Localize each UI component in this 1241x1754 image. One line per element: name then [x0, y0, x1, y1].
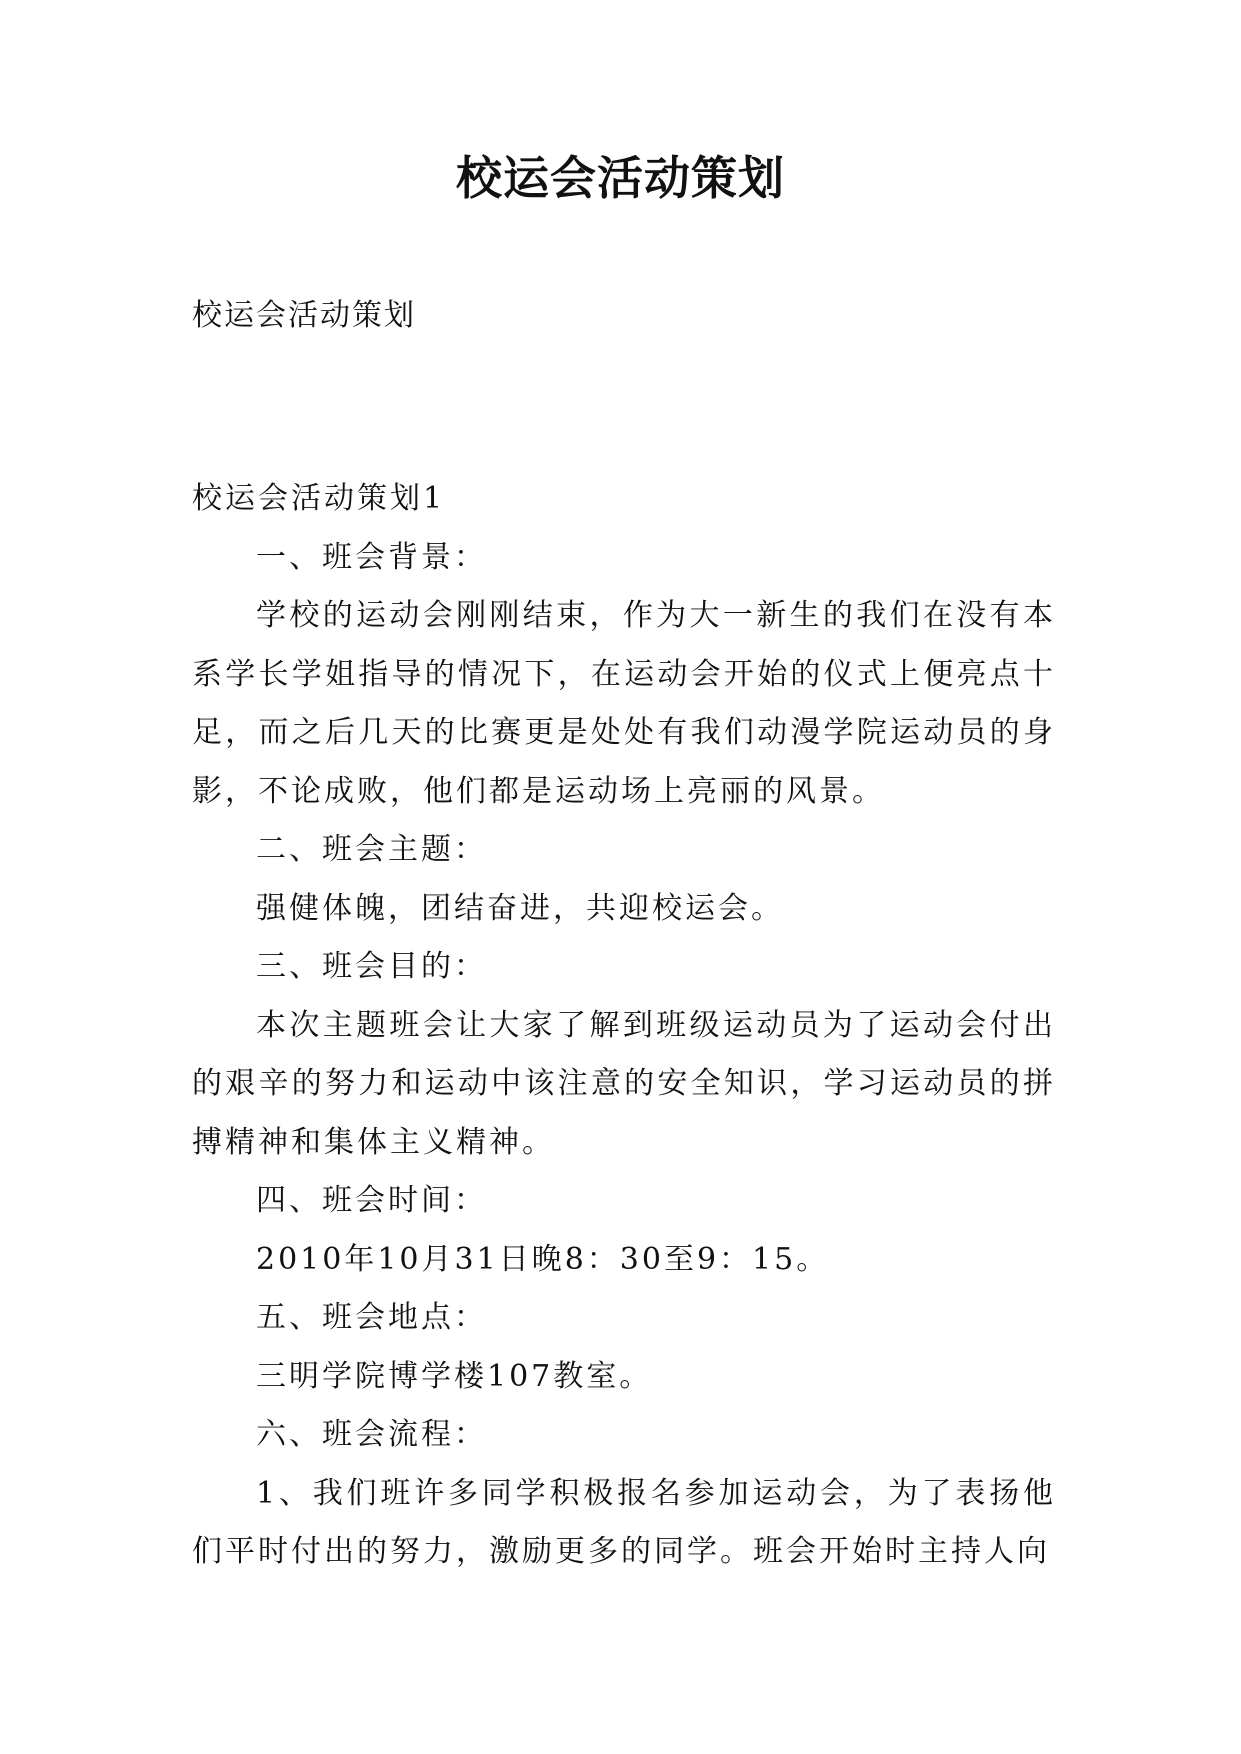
- section-heading-background: 一、班会背景：: [256, 539, 487, 575]
- section-heading-purpose: 三、班会目的：: [256, 949, 487, 984]
- section-heading-location: 五、班会地点：: [256, 1300, 487, 1335]
- paragraph-process-1: 1、我们班许多同学积极报名参加运动会，为了表扬他们平时付出的努力，激励更多的同学。班会开始时主持人向: [192, 1475, 1056, 1569]
- section-heading-plan-1: 校运会活动策划1: [192, 481, 446, 516]
- document-body: [192, 470, 1056, 1582]
- document-subtitle: 校运会活动策划: [192, 298, 416, 333]
- section-heading-time: 四、班会时间：: [256, 1183, 487, 1218]
- document-title: 校运会活动策划: [456, 151, 785, 205]
- section-heading-theme: 二、班会主题：: [256, 832, 487, 867]
- paragraph-location: 三明学院博学楼107教室。: [256, 1358, 653, 1394]
- section-heading-process: 六、班会流程：: [256, 1417, 487, 1452]
- paragraph-theme: 强健体魄，团结奋进，共迎校运会。: [256, 890, 784, 926]
- paragraph-time: 2010年10月31日晚8：30至9：15。: [256, 1241, 830, 1277]
- paragraph-purpose: 本次主题班会让大家了解到班级运动员为了运动会付出的艰辛的努力和运动中该注意的安全知识，学习运动员的拼搏精神和集体主义精神。: [192, 1007, 1056, 1160]
- paragraph-background: 学校的运动会刚刚结束，作为大一新生的我们在没有本系学长学姐指导的情况下，在运动会开始的仪式上便亮点十足，而之后几天的比赛更是处处有我们动漫学院运动员的身影，不论成败，他们都是运动场上亮丽的风景。: [192, 598, 1056, 809]
